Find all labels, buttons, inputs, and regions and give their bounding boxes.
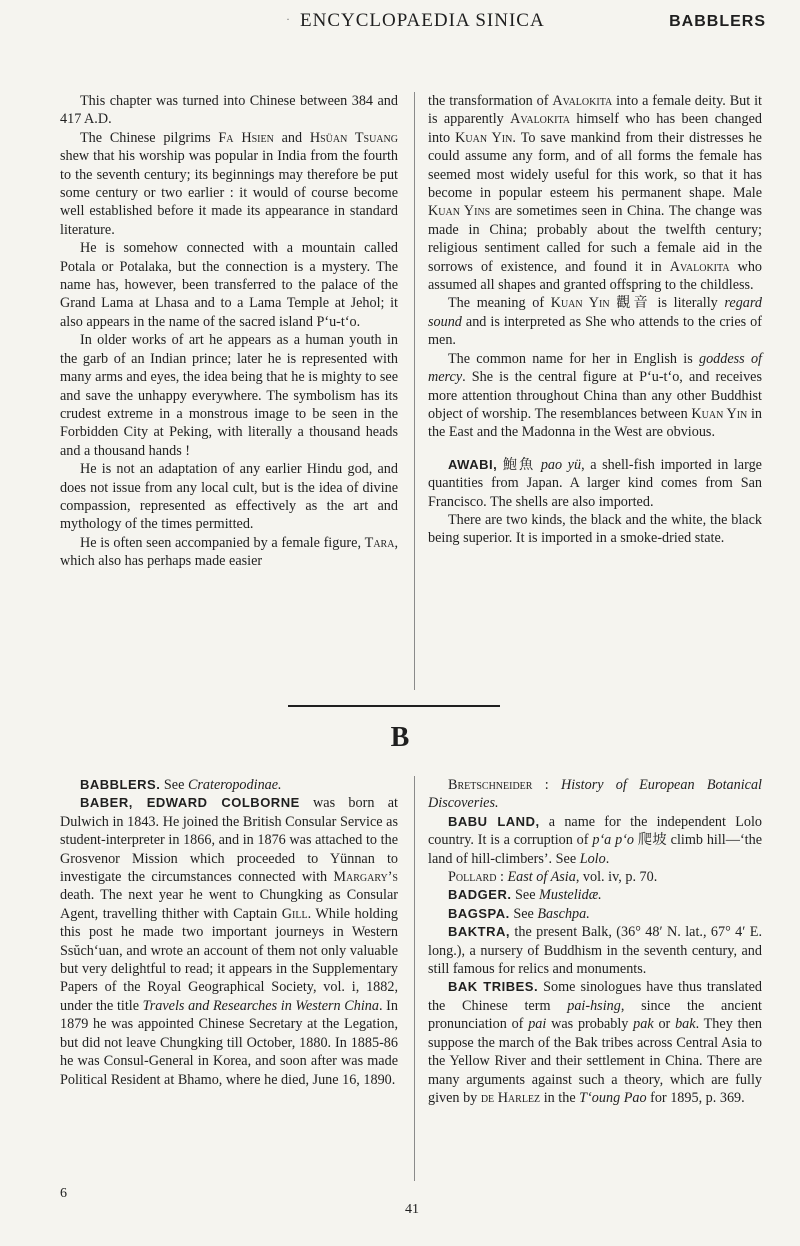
text-run: a name for the independent Lolo country. It is a corruption of (428, 813, 762, 849)
text-run: pai-hsing (567, 997, 621, 1014)
entry-badger (428, 886, 762, 904)
text-run: Travels and Researches in Western China (142, 997, 379, 1014)
headword: BAK TRIBES. (448, 979, 539, 995)
paragraph (60, 129, 398, 239)
top-left-column (60, 92, 398, 571)
text-run: See (160, 777, 188, 793)
text-run: , since the ancient pronunciation of (428, 997, 762, 1033)
text-run: In older works of art he appears as a human youth in the garb of an Indian prince; later he is represented with many arms and eyes, the idea being that he is mighty to see and save the unhappy everywhere. The symbolism has its crudest extreme in a monstrous image to be seen in the Forbidden City at Peking, with literally a thousand heads and a thousand hands ! (60, 332, 398, 459)
text-run: Bretschneider (448, 777, 533, 793)
page-number: 41 (405, 1202, 419, 1217)
text-run: Avalokita (552, 93, 613, 109)
running-header (0, 10, 800, 40)
text-run: . In 1879 he was appointed Chinese Secretary at the Legation, but did not leave Chungking till October, 1880. In 1885-86 he was Consul-General in Korea, and soon after was made Political Resident at Bhamo, where he died, June 16, 1890. (60, 997, 398, 1088)
footer-mark-left: 6 (60, 1186, 67, 1201)
text-run: and (273, 129, 310, 146)
paragraph (428, 511, 762, 548)
text-run: Mustelidæ. (539, 887, 602, 904)
text-run: bak (675, 1016, 696, 1033)
print-mark: · (286, 12, 290, 26)
text-run: : (532, 777, 561, 793)
text-run: Pollard (448, 869, 497, 886)
running-title: ENCYCLOPAEDIA SINICA (300, 10, 545, 31)
column-divider (414, 776, 415, 1181)
text-run: He is somehow connected with a mountain called Potala or Potalaka, but the connection is a mystery. The name has, however, been transferred to the palace of the Grand Lama at Lhasa and to a Lama Temple at Jehol; it also appears in the name of the sacred island P‘u-t‘o. (60, 240, 398, 330)
paragraph (60, 331, 398, 460)
bottom-right-column (428, 776, 762, 1107)
entry-baber (60, 794, 398, 1089)
text-run: . (605, 850, 610, 867)
text-run: was born at Dulwich in 1843. He joined the British Consular Service as student-interpreter in 1866, and in 1876 was attached to the Grosvenor Mission which proceeded to Yünnan to investigate the circumstances connected with (60, 795, 398, 886)
text-run: East of Asia (507, 869, 576, 886)
text-run: or (653, 1016, 676, 1033)
text-run: T‘oung Pao (579, 1089, 647, 1106)
text-run: See (511, 887, 540, 904)
text-run: in the (540, 1089, 580, 1106)
text-run: Avalokita (669, 258, 730, 275)
paragraph (60, 460, 398, 534)
text-run: pak (633, 1016, 654, 1033)
text-run: climb hill—‘the land of hill-climbers’. See (428, 832, 762, 867)
headword: BADGER. (448, 887, 512, 903)
text-run: shew that his worship was popular in India from the fourth to the seventh century; its beginnings may therefore be put some century or two earlier : it would of course become well established before it made its appearance in standard literature. (60, 148, 398, 238)
paragraph (428, 350, 762, 442)
entry-bak-tribes (428, 978, 762, 1107)
top-right-column (428, 92, 762, 548)
text-run: The meaning of (448, 295, 551, 312)
paragraph (428, 92, 762, 294)
text-run: 觀音 (616, 295, 651, 312)
paragraph (60, 239, 398, 331)
paragraph (428, 294, 762, 349)
text-run: . They then suppose the march of the Bak tribes across Central Asia to the Yellow River and their settlement in China. There are many arguments against such a theory, which are fully given by (428, 1016, 762, 1106)
text-run: is literally (650, 295, 725, 312)
text-run: into a female deity. But it is apparently (428, 93, 762, 128)
headword: AWABI, (448, 456, 498, 472)
entry-baktra (428, 923, 762, 978)
headword: BABU LAND, (448, 813, 540, 829)
text-run: de Harlez (480, 1089, 541, 1106)
text-run: Tara (364, 534, 395, 551)
entry-bagspa (428, 905, 762, 923)
headword: BAGSPA. (448, 905, 510, 921)
section-letter: B (390, 722, 410, 753)
text-run: The common name for her in English is (448, 350, 699, 367)
text-run: , which also has perhaps made easier (60, 534, 398, 570)
entry-babu-land (428, 813, 762, 868)
text-run: Kuan Yins (428, 203, 491, 220)
text-run: 鮑魚 (502, 456, 536, 473)
text-run: are sometimes seen in China. The change was made in China; probably about the twelfth century; religious sentiment called for such a female aid in the sorrows of existence, and found it in (428, 203, 762, 275)
text-run: in the East and the Madonna in the West are obvious. (428, 405, 762, 441)
entry-bretschneider (428, 776, 762, 813)
text-run: There are two kinds, the black and the white, the black being superior. It is imported in a smoke-dried state. (428, 511, 762, 547)
entry-pollard (428, 868, 762, 886)
text-run: . To save mankind from their distresses he could assume any form, and of all forms the female has seemed most widely useful for this work, so that it has become in popular esteem his permanent shape. Male (428, 129, 762, 202)
text-run: himself who has been changed into (428, 111, 762, 146)
text-run: He is not an adaptation of any earlier Hindu god, and does not issue from any local cult, but is the idea of divine compassion, represented as effectively as the art and mythology of the times permitted. (60, 461, 398, 533)
text-run: The Chinese pilgrims (80, 129, 219, 146)
text-run: Kuan Yin (691, 405, 748, 422)
text-run: Crateropodinae. (187, 777, 282, 793)
text-run: Fa Hsien (218, 129, 274, 146)
text-run: He is often seen accompanied by a female figure, (80, 534, 365, 551)
entry-awabi (428, 456, 762, 511)
text-run: the present Balk, (36° 48′ N. lat., 67° 4′ E. long.), a nursery of Buddhism in the seventh century, and still famous for relics and monuments. (428, 924, 762, 978)
headword: BABBLERS. (80, 777, 161, 792)
text-run: regard sound (428, 295, 762, 330)
text-run: death. The next year he went to Chungking as Consular Agent, travelling thither with Captain (60, 887, 398, 922)
text-run: Some sinologues have thus translated the Chinese term (428, 979, 762, 1014)
section-rule (288, 705, 500, 707)
text-run: Margary’s (333, 869, 398, 886)
column-divider (414, 92, 415, 690)
section-heading: BABBLERS (669, 13, 766, 30)
text-run: goddess of mercy (428, 350, 762, 386)
text-run: Kuan Yin (455, 129, 513, 146)
text-run: , a shell-fish imported in large quantities from Japan. A larger kind comes from San Francisco. The shells are also imported. (428, 456, 762, 510)
text-run: the transformation of (428, 93, 553, 109)
text-run: . She is the central figure at P‘u-t‘o, and receives more attention throughout China than any other Buddhist object of worship. The resemblances between (428, 369, 762, 422)
text-run: for 1895, p. 369. (646, 1089, 745, 1106)
text-run: Gill (281, 905, 308, 922)
text-run: See (509, 905, 538, 922)
text-run: p‘a p‘o (592, 832, 635, 849)
text-run: History of European Botanical Discoveries. (428, 777, 762, 812)
text-run: This chapter was turned into Chinese between 384 and 417 A.D. (60, 93, 398, 128)
text-run: Lolo (579, 850, 606, 867)
text-run: pai (528, 1016, 547, 1033)
text-run: : (496, 869, 508, 886)
text-run: Kuan Yin (550, 295, 610, 312)
entry-babblers (60, 776, 398, 794)
text-run: , vol. iv, p. 70. (575, 869, 658, 886)
text-run: was probably (546, 1016, 634, 1033)
text-run: Baschpa. (537, 905, 590, 922)
headword: BABER, EDWARD COLBORNE (80, 795, 300, 811)
text-run: Hsüan Tsuang (309, 129, 398, 146)
text-run: pao yü (540, 456, 582, 473)
paragraph (60, 92, 398, 129)
headword: BAKTRA, (448, 924, 510, 940)
text-run: 爬坡 (637, 832, 667, 849)
text-run: who assumed all shapes and granted offspring to the childless. (428, 258, 763, 294)
text-run: and is interpreted as She who attends to the cries of men. (428, 313, 762, 349)
text-run: Avalokita (510, 111, 570, 128)
bottom-left-column (60, 776, 398, 1089)
text-run: . While holding this post he made two important journeys in Western Ssŭch‘uan, and wrote an account of them not only valuable but very delightful to read; it appears in the Supplementary Papers of the Royal Geographical Society, vol. i, 1882, under the title (60, 905, 398, 1014)
paragraph (60, 534, 398, 571)
